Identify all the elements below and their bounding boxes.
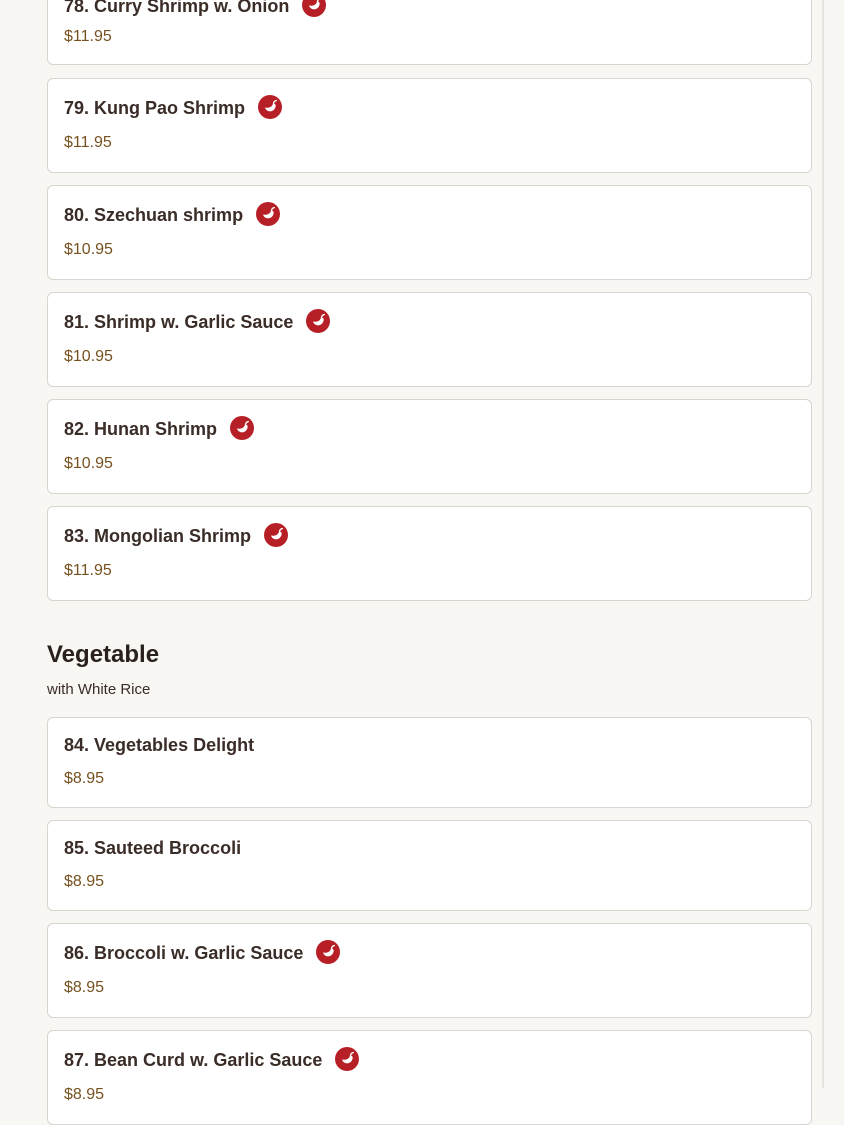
- item-title: [64, 735, 254, 756]
- menu-item-card[interactable]: [47, 185, 812, 280]
- item-name: 82. Hunan Shrimp: [64, 419, 218, 439]
- menu-item-card[interactable]: [47, 923, 812, 1018]
- chili-pepper-icon: [256, 202, 280, 226]
- item-price: $10.95: [64, 455, 113, 472]
- menu-item-card[interactable]: [47, 292, 812, 387]
- item-name: 87. Bean Curd w. Garlic Sauce: [64, 1050, 323, 1070]
- item-title: [64, 523, 288, 547]
- item-name: 83. Mongolian Shrimp: [64, 526, 252, 546]
- chili-pepper-icon: [264, 523, 288, 547]
- menu-item-card[interactable]: [47, 820, 812, 911]
- chili-pepper-icon: [302, 0, 326, 17]
- section-title-vegetable: Vegetable: [47, 641, 160, 668]
- item-name: 86. Broccoli w. Garlic Sauce: [64, 943, 304, 963]
- item-title: [64, 95, 282, 119]
- section-subtitle: with White Rice: [47, 681, 151, 698]
- item-title: [64, 416, 254, 440]
- item-name: 81. Shrimp w. Garlic Sauce: [64, 312, 294, 332]
- chili-pepper-icon: [306, 309, 330, 333]
- item-name: 80. Szechuan shrimp: [64, 205, 244, 225]
- chili-pepper-icon: [258, 95, 282, 119]
- item-title: [64, 0, 326, 17]
- menu-item-card[interactable]: [47, 78, 812, 173]
- chili-pepper-icon: [335, 1047, 359, 1071]
- item-title: [64, 202, 280, 226]
- item-name: 78. Curry Shrimp w. Onion: [64, 0, 290, 16]
- item-price: $11.95: [64, 134, 112, 151]
- item-title: [64, 940, 340, 964]
- item-price: $8.95: [64, 770, 105, 787]
- menu-item-card[interactable]: [47, 506, 812, 601]
- item-name: 79. Kung Pao Shrimp: [64, 98, 246, 118]
- item-price: $8.95: [64, 873, 105, 890]
- item-title: [64, 838, 241, 859]
- menu-item-card[interactable]: [47, 717, 812, 808]
- item-title: [64, 309, 330, 333]
- item-name: 84. Vegetables Delight: [64, 735, 255, 755]
- item-name: 85. Sauteed Broccoli: [64, 838, 242, 858]
- menu-item-card[interactable]: [47, 1030, 812, 1125]
- item-price: $10.95: [64, 241, 113, 258]
- item-price: $11.95: [64, 28, 112, 45]
- item-price: $10.95: [64, 348, 113, 365]
- chili-pepper-icon: [316, 940, 340, 964]
- menu-item-card[interactable]: [47, 0, 812, 65]
- item-price: $8.95: [64, 1086, 105, 1103]
- menu-item-card[interactable]: [47, 399, 812, 494]
- item-price: $11.95: [64, 562, 112, 579]
- item-price: $8.95: [64, 979, 105, 996]
- item-title: [64, 1047, 359, 1071]
- right-edge-divider: [822, 0, 824, 1088]
- chili-pepper-icon: [230, 416, 254, 440]
